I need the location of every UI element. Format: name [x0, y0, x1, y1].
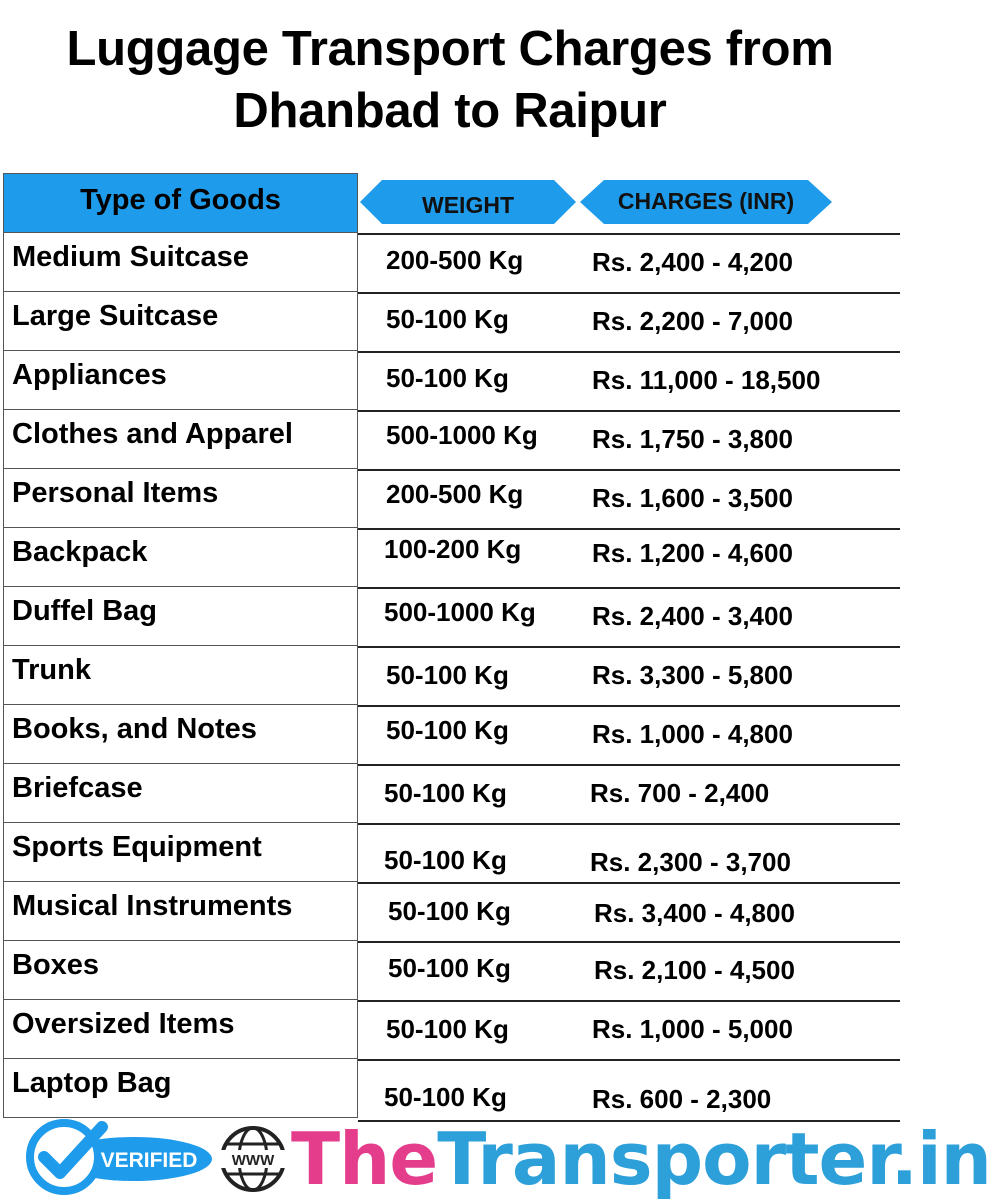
charges-cell: Rs. 2,400 - 4,200 [592, 247, 793, 277]
charges-header-label: CHARGES (INR) [617, 188, 795, 214]
goods-item: Sports Equipment [4, 823, 357, 882]
table-row [358, 823, 900, 884]
verified-badge [14, 1117, 214, 1197]
table-row [358, 528, 900, 589]
title-line-1: Luggage Transport Charges from [66, 22, 834, 76]
goods-item: Large Suitcase [4, 292, 357, 351]
goods-item: Musical Instruments [4, 882, 357, 941]
table-row [358, 1059, 900, 1122]
weight-cell: 50-100 Kg [386, 660, 509, 690]
weight-header [360, 180, 576, 224]
goods-item: Books, and Notes [4, 705, 357, 764]
weight-cell: 500-1000 Kg [386, 420, 538, 450]
charges-cell: Rs. 2,400 - 3,400 [592, 601, 793, 631]
site-name[interactable] [291, 1117, 991, 1201]
goods-item: Trunk [4, 646, 357, 705]
table-row [358, 1000, 900, 1061]
charges-cell: Rs. 11,000 - 18,500 [592, 365, 821, 395]
table-row [358, 646, 900, 707]
title-line-2: Dhanbad to Raipur [233, 84, 667, 138]
charges-cell: Rs. 1,750 - 3,800 [592, 424, 793, 454]
table-row [358, 233, 900, 294]
table-row [358, 764, 900, 825]
table-row [358, 410, 900, 471]
page-title [0, 18, 900, 142]
table-row [358, 351, 900, 412]
weight-cell: 50-100 Kg [384, 845, 507, 875]
weight-cell: 200-500 Kg [386, 479, 524, 509]
goods-item: Medium Suitcase [4, 233, 357, 292]
charges-cell: Rs. 2,200 - 7,000 [592, 306, 793, 336]
table-row [358, 292, 900, 353]
charges-cell: Rs. 1,600 - 3,500 [592, 483, 793, 513]
goods-item: Backpack [4, 528, 357, 587]
goods-column [3, 173, 358, 1118]
goods-item: Briefcase [4, 764, 357, 823]
goods-item: Oversized Items [4, 1000, 357, 1059]
table-row [358, 587, 900, 648]
weight-cell: 50-100 Kg [388, 896, 511, 926]
charges-cell: Rs. 600 - 2,300 [592, 1084, 772, 1114]
goods-item: Laptop Bag [4, 1059, 357, 1118]
charges-cell: Rs. 700 - 2,400 [590, 778, 770, 808]
goods-item: Duffel Bag [4, 587, 357, 646]
table-row [358, 705, 900, 766]
charges-cell: Rs. 1,000 - 4,800 [592, 719, 793, 749]
weight-header-label: WEIGHT [422, 192, 514, 218]
weight-cell: 50-100 Kg [386, 304, 509, 334]
weight-cell: 50-100 Kg [384, 778, 507, 808]
table-row [358, 469, 900, 530]
globe-www-icon [218, 1124, 288, 1194]
weight-cell: 200-500 Kg [386, 245, 524, 275]
weight-cell: 50-100 Kg [386, 363, 509, 393]
charges-cell: Rs. 3,400 - 4,800 [594, 898, 795, 928]
type-of-goods-header: Type of Goods [4, 173, 357, 233]
charges-cell: Rs. 2,100 - 4,500 [594, 955, 795, 985]
site-name-part-2: Transporter.in [437, 1117, 991, 1201]
weight-cell: 50-100 Kg [384, 1082, 507, 1112]
globe-www-text: WWW [231, 1152, 275, 1169]
weight-cell: 50-100 Kg [388, 953, 511, 983]
charges-header [580, 180, 832, 224]
charges-cell: Rs. 1,000 - 5,000 [592, 1014, 793, 1044]
goods-item: Clothes and Apparel [4, 410, 357, 469]
weight-cell: 50-100 Kg [386, 715, 509, 745]
weight-cell: 500-1000 Kg [384, 597, 536, 627]
weight-cell: 100-200 Kg [384, 534, 522, 564]
verified-badge-text: VERIFIED [100, 1149, 198, 1172]
table-row [358, 882, 900, 943]
charges-cell: Rs. 1,200 - 4,600 [592, 538, 793, 568]
table-row [358, 941, 900, 1002]
charges-cell: Rs. 2,300 - 3,700 [590, 847, 791, 877]
site-name-part-1: The [291, 1117, 438, 1201]
goods-item: Appliances [4, 351, 357, 410]
goods-item: Personal Items [4, 469, 357, 528]
weight-cell: 50-100 Kg [386, 1014, 509, 1044]
goods-item: Boxes [4, 941, 357, 1000]
charges-cell: Rs. 3,300 - 5,800 [592, 660, 793, 690]
